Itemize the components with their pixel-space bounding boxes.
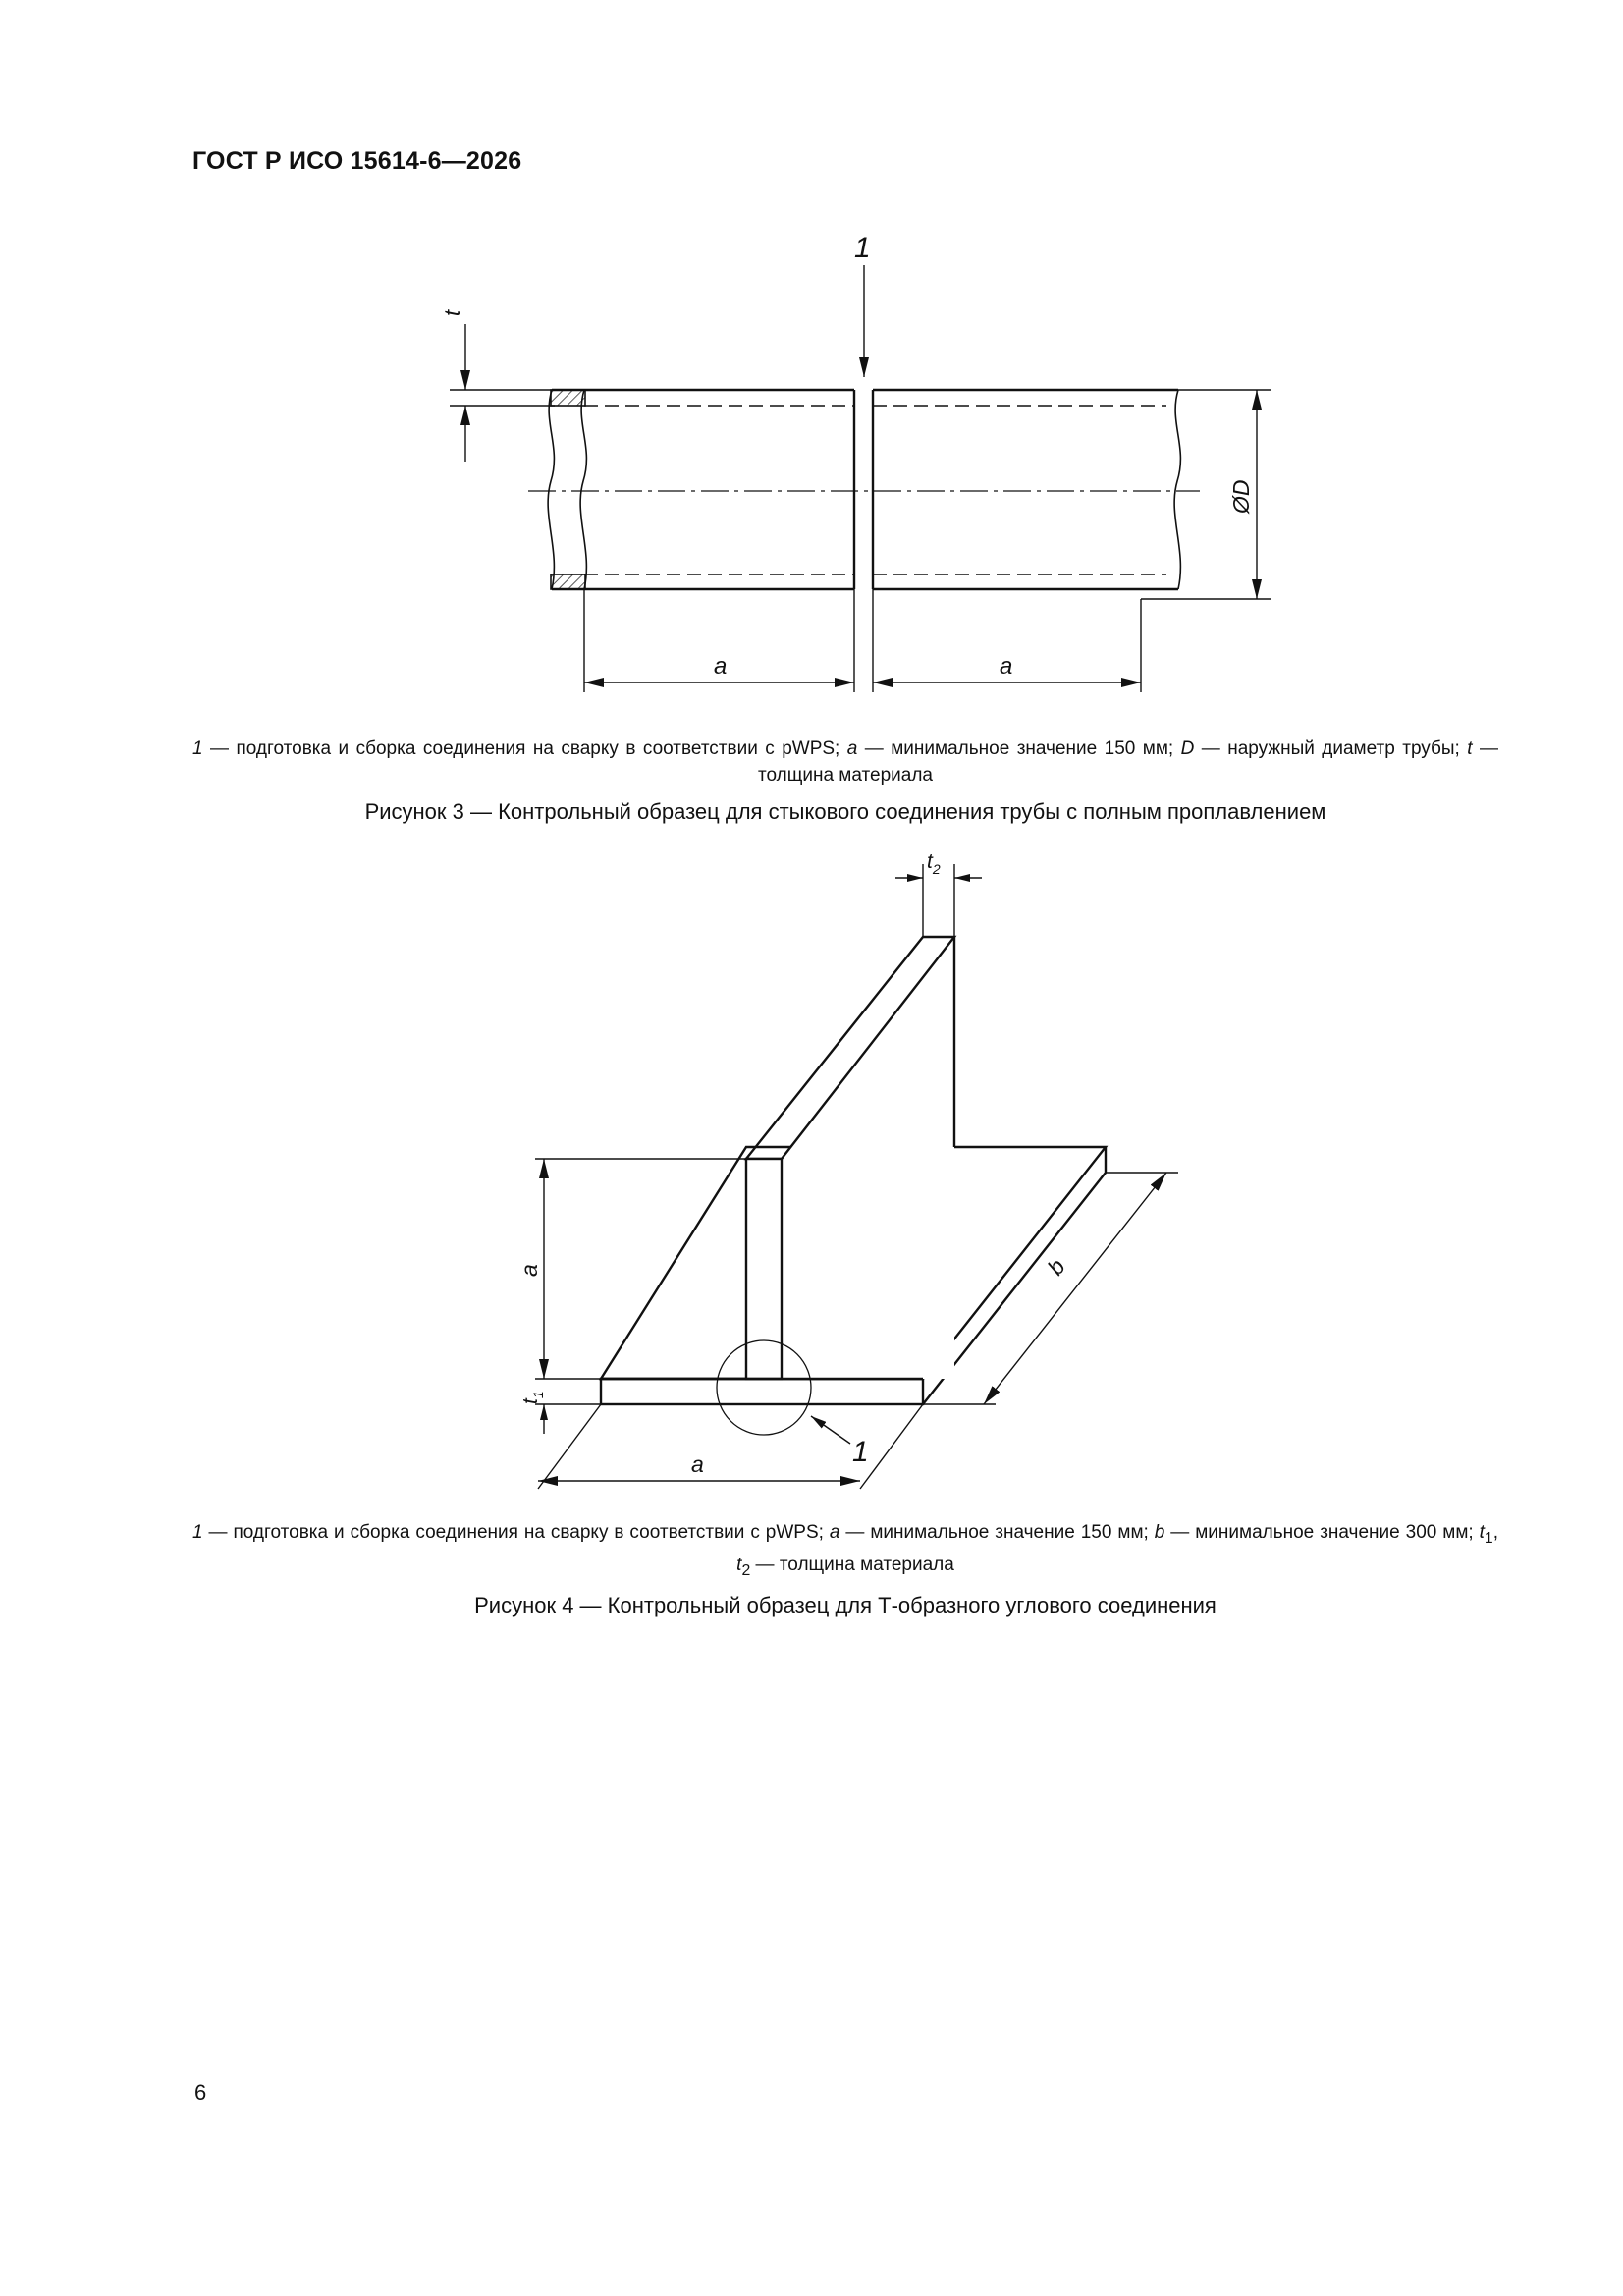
figure-4-legend: 1 — подготовка и сборка соединения на сварку в соответствии с pWPS; a — минимальное значение 150 мм; b — минимальное значение 300 мм; $t_1$, $t_2$ — толщина материала	[192, 1522, 1499, 1579]
callout-1-label: 1	[854, 232, 871, 264]
page-number: 6	[194, 2080, 207, 2105]
label-t: t	[440, 309, 464, 316]
pipe-right-segment	[873, 390, 1180, 589]
wall-section-bottom	[551, 574, 585, 589]
label-a-vertical: a	[516, 1264, 542, 1277]
dimension-a	[584, 589, 1141, 692]
dimension-b	[923, 1173, 1178, 1404]
callout-1-label: 1	[852, 1436, 869, 1468]
label-t2: $t_2$	[927, 850, 941, 877]
dimension-a-vertical	[535, 1159, 746, 1434]
label-a-horizontal: a	[691, 1451, 704, 1477]
figure-3-drawing	[0, 226, 1623, 717]
figure-3-legend: 1 — подготовка и сборка соединения на сварку в соответствии с pWPS; a — минимальное значение 150 мм; D — наружный диаметр трубы; t — толщина материала	[192, 738, 1499, 786]
label-a-right: a	[1000, 653, 1013, 680]
figure-4-drawing	[0, 850, 1623, 1532]
web-plate	[746, 937, 954, 1379]
label-diameter: ØD	[1228, 479, 1254, 514]
document-header: ГОСТ Р ИСО 15614-6—2026	[192, 147, 522, 175]
figure-3-caption: Рисунок 3 — Контрольный образец для стыкового соединения трубы с полным проплавлением	[364, 799, 1326, 824]
label-a-left: a	[714, 653, 728, 680]
wall-section-top	[551, 390, 585, 406]
pipe-left-segment	[548, 390, 854, 589]
figure-4-caption: Рисунок 4 — Контрольный образец для Т-образного углового соединения	[474, 1593, 1217, 1617]
label-b: b	[1042, 1253, 1070, 1281]
callout-1-leader	[811, 1416, 850, 1444]
dimension-t	[450, 324, 555, 462]
label-t1: $t_1$	[519, 1391, 546, 1404]
